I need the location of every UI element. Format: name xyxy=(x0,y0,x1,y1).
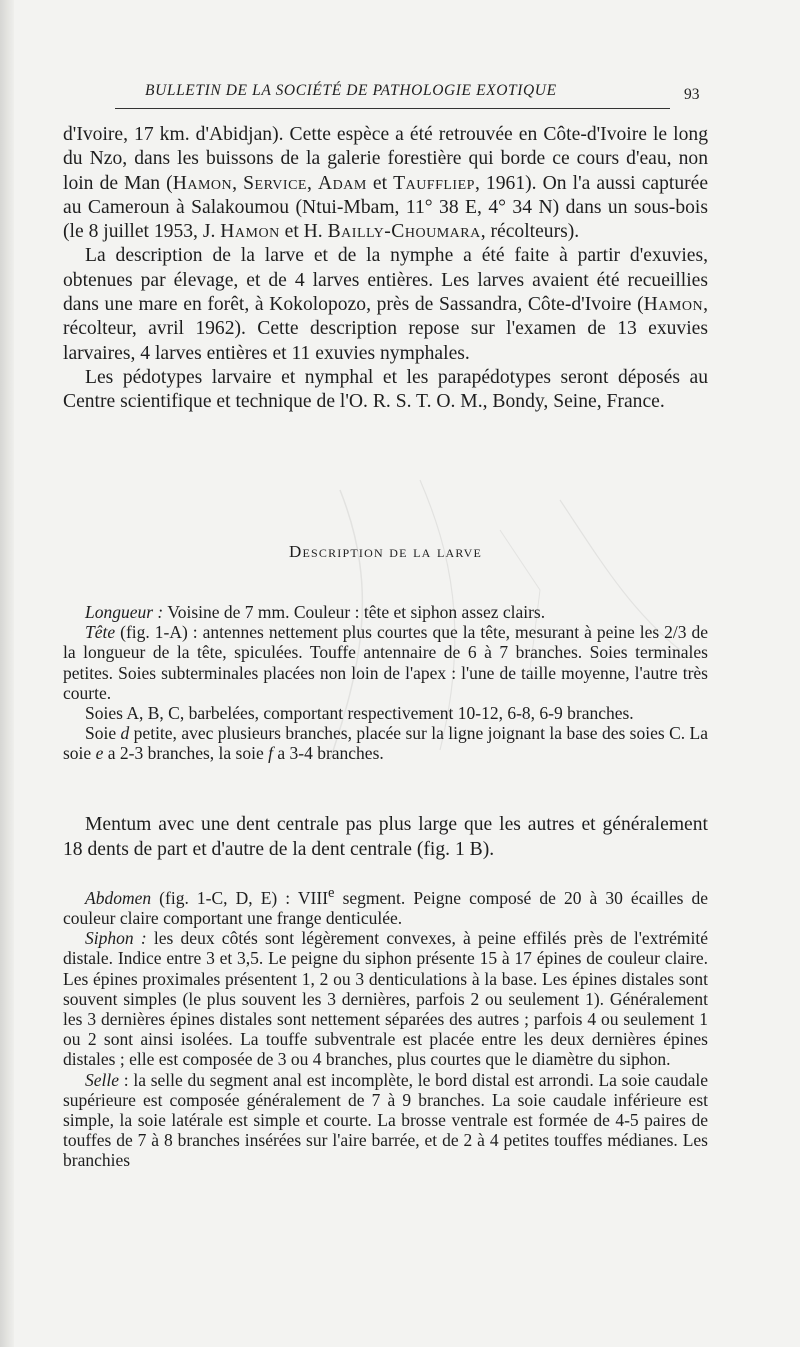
text-run: a 2-3 branches, la soie xyxy=(103,743,269,764)
author-name: Tauffliер xyxy=(393,172,475,194)
seta-letter: f xyxy=(268,743,273,764)
text-run: (fig. 1-A) : antennes nettement plus courtes que la tête, mesurant à peine les 2/3 de la longueur de la tête, spiculées. Touffe antennaire de 6 à 7 branches. Soies terminales petites. Soies subterminales placées non loin de l'apex : l'une de taille moyenne, l'autre très courte. xyxy=(63,622,708,703)
text-run: (fig. 1-C, D, E) : VIII xyxy=(151,887,329,908)
larva-description xyxy=(63,602,708,764)
text-run: La description de la larve et de la nymphe a été faite à partir d'exuvies, obtenues par élevage, et de 4 larves entières. Les larves avaient été recueillies dans une mare en forêt, à Kokolopozo, près de Sassandra, Côte-d'Ivoire ( xyxy=(63,245,708,316)
running-head: BULLETIN DE LA SOCIÉTÉ DE PATHOLOGIE EXOTIQUE xyxy=(145,82,557,99)
author-name: Hamon xyxy=(643,294,704,316)
paragraph-label: Tête xyxy=(85,622,116,643)
setae-paragraph: Soies A, B, C, barbelées, comportant respectivement 10-12, 6-8, 6-9 branches. xyxy=(85,703,634,724)
text-run: petite, avec plusieurs branches, placée sur la ligne joignant la base des soies C. La soie xyxy=(63,723,708,764)
text-run: d'Ivoire, 17 km. d'Abidjan). Cette espèce a été retrouvée en Côte-d'Ivoire le long du Nzo, dans les buissons de la galerie forestière qui borde ce cours d'eau, non loin de Man ( xyxy=(63,124,708,194)
text-run: , xyxy=(306,172,318,194)
author-name: Bailly-Choumara xyxy=(327,221,481,243)
mentum-text xyxy=(63,812,708,862)
author-name: Hamon xyxy=(220,221,280,243)
intro-paragraph-1 xyxy=(63,123,708,244)
text-run: : la selle du segment anal est incomplète, le bord distal est arrondi. La soie caudale supérieure est composée généralement de 7 à 9 branches. La soie caudale inférieure est simple, la soie latérale est simple et courte. La brosse ventrale est formée de 4-5 paires de touffes de 7 à 8 branches insérées sur l'aire barrée, et de 2 à 4 petites touffes médianes. Les branchies xyxy=(63,1069,708,1171)
text-run: , récolteurs). xyxy=(480,221,580,243)
seta-d-paragraph xyxy=(63,723,708,763)
author-name: Adam xyxy=(317,172,367,194)
text-run: Soie xyxy=(85,723,121,744)
mentum-paragraph: Mentum avec une dent centrale pas plus large que les autres et généralement 18 dents de part et d'autre de la dent centrale (fig. 1 B). xyxy=(63,814,708,860)
saddle-paragraph xyxy=(63,1070,708,1171)
text-run: Voisine de 7 mm. Couleur : tête et siphon assez clairs. xyxy=(163,602,546,622)
siphon-paragraph xyxy=(63,928,708,1069)
page-number: 93 xyxy=(684,86,700,103)
paragraph-label: Selle xyxy=(85,1069,120,1090)
text-run: , récolteur, avril 1962). Cette description repose sur l'examen de 13 exuvies larvaires, 4 larves entières et 11 exuvies nymphales. xyxy=(63,294,708,364)
abdomen-description xyxy=(63,883,708,1171)
seta-letter: d xyxy=(120,723,130,744)
length-paragraph xyxy=(63,602,708,622)
text-run: , xyxy=(232,172,244,194)
abdomen-paragraph xyxy=(63,883,708,928)
superscript: e xyxy=(328,885,335,901)
page-edge-shadow xyxy=(0,0,14,1347)
header-rule xyxy=(115,108,670,109)
text-run: , 1961). On l'a aussi capturée au Cameroun à Salakoumou (Ntui-Mbam, 11° 38 E, 4° 34 N) dans un sous-bois (le 8 juillet 1953, J. xyxy=(63,172,709,243)
head-paragraph xyxy=(63,622,708,703)
intro-text xyxy=(63,123,708,415)
seta-letter: e xyxy=(95,743,104,764)
paragraph-label: Siphon : xyxy=(85,928,147,949)
paragraph-label: Abdomen xyxy=(85,887,152,908)
author-name: Service xyxy=(243,172,307,194)
section-title: Description de la larve xyxy=(289,542,482,561)
text-run: et xyxy=(366,172,394,194)
author-name: Hamon xyxy=(172,172,233,194)
text-run: et H. xyxy=(279,221,328,243)
text-run: segment. Peigne composé de 20 à 30 écailles de couleur claire comportant une frange denticulée. xyxy=(63,887,708,929)
text-run: a 3-4 branches. xyxy=(272,743,384,764)
intro-paragraph-2 xyxy=(63,244,708,365)
paragraph-label: Longueur : xyxy=(85,602,164,622)
text-run: les deux côtés sont légèrement convexes, à peine effilés près de l'extrémité distale. Indice entre 3 et 3,5. Le peigne du siphon présente 15 à 17 épines de couleur claire. Les épines proximales présentent 1, 2 ou 3 denticulations à la base. Les épines distales sont souvent simples (le plus souvent les 3 dernières, parfois 2 ou seulement 1). Généralement les 3 dernières épines distales sont nettement séparées des autres ; parfois 4 ou seulement 1 ou 2 sont ainsi isolées. La touffe subventrale est placée entre les deux dernières épines distales ; elle est composée de 3 ou 4 branches, plus courtes que le diamètre du siphon. xyxy=(63,928,708,1070)
intro-paragraph-3: Les pédotypes larvaire et nymphal et les parapédotypes seront déposés au Centre scientifique et technique de l'O. R. S. T. O. M., Bondy, Seine, France. xyxy=(63,366,708,413)
